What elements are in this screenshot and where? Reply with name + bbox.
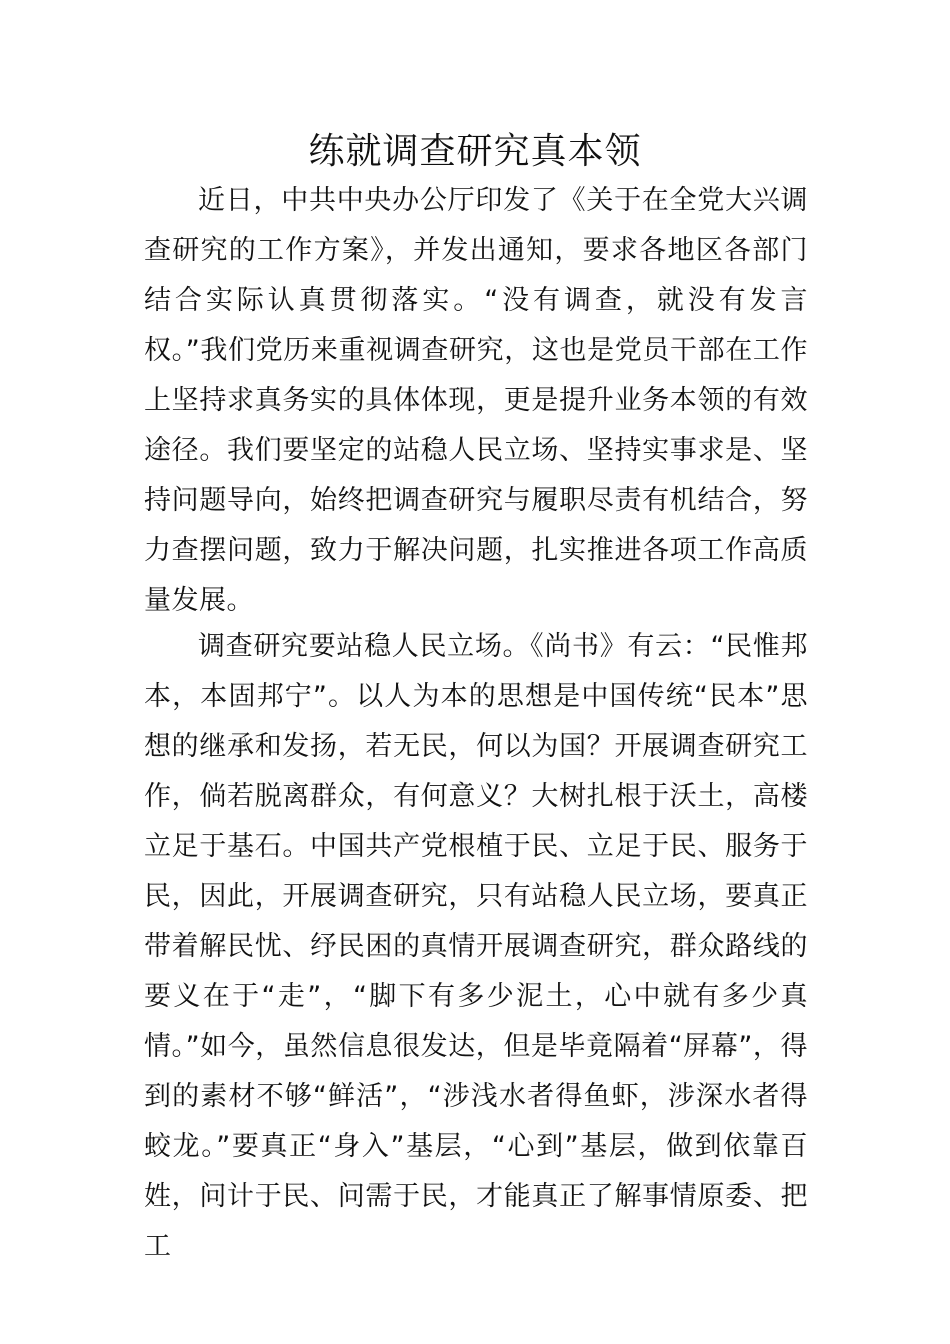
paragraph-intro: 近日，中共中央办公厅印发了《关于在全党大兴调查研究的工作方案》，并发出通知，要求各地区各部门结合实际认真贯彻落实。“没有调查，就没有发言权。”我们党历来重视调查研究，这也是党员干部在工作上坚持求真务实的具体体现，更是提升业务本领的有效途径。我们要坚定的站稳人民立场、坚持实事求是、坚持问题导向，始终把调查研究与履职尽责有机结合，努力查摆问题，致力于解决问题，扎实推进各项工作高质量发展。 [144,185,808,616]
paragraph-people-stance: 调查研究要站稳人民立场。《尚书》有云：“民惟邦本，本固邦宁”。以人为本的思想是中国传统“民本”思想的继承和发扬，若无民，何以为国？开展调查研究工作，倘若脱离群众，有何意义？大树扎根于沃土，高楼立足于基石。中国共产党根植于民、立足于民、服务于民，因此，开展调查研究，只有站稳人民立场，要真正带着解民忧、纾民困的真情开展调查研究，群众路线的要义在于“走”，“脚下有多少泥土，心中就有多少真情。”如今，虽然信息很发达，但是毕竟隔着“屏幕”，得到的素材不够“鲜活”，“涉浅水者得鱼虾，涉深水者得蛟龙。”要真正“身入”基层，“心到”基层，做到依靠百姓，问计于民、问需于民，才能真正了解事情原委、把工 [144,631,808,1262]
document-title: 练就调查研究真本领 [308,131,642,172]
